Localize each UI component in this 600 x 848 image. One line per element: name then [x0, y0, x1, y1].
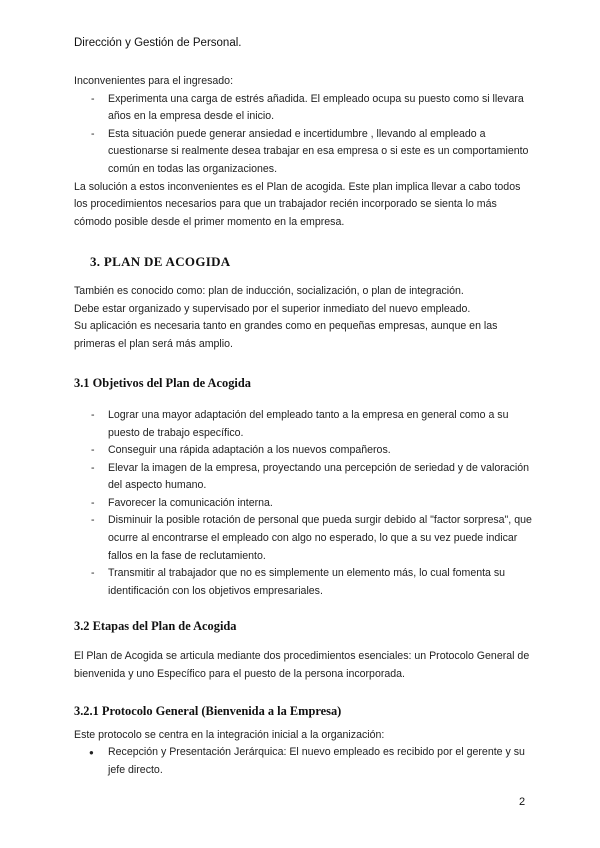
- section-3-1-heading: 3.1 Objetivos del Plan de Acogida: [74, 376, 251, 391]
- intro-bullet-list: [74, 91, 534, 179]
- intro-closing-paragraph: La solución a estos inconvenientes es el Plan de acogida. Este plan implica llevar a cabo todos los procedimientos necesarios para que un trabajador recién incorporado se sienta lo más cómodo posible desde el primer momento en la empresa.: [74, 180, 521, 228]
- list-item: ● Recepción y Presentación Jerárquica: El nuevo empleado es recibido por el gerente y su jefe directo.: [74, 744, 534, 779]
- list-item: - Transmitir al trabajador que no es simplemente un elemento más, lo cual fomenta su identificación con los objetivos empresariales.: [74, 565, 534, 600]
- protocol-list: [74, 744, 534, 779]
- page-number: 2: [519, 796, 526, 808]
- list-item: - Disminuir la posible rotación de personal que pueda surgir debido al "factor sorpresa", que ocurre al encontrarse el empleado con algo no esperado, lo que a su vez puede indicar fallos en la fase de reclutamiento.: [74, 512, 534, 565]
- section-3-line: También es conocido como: plan de inducción, socialización, o plan de integración.: [74, 284, 464, 297]
- section-3-2-paragraph: El Plan de Acogida se articula mediante dos procedimientos esenciales: un Protocolo General de bienvenida y uno Específico para el puesto de la persona incorporada.: [74, 650, 530, 680]
- objectives-list: [74, 407, 534, 601]
- section-3-line: Su aplicación es necesaria tanto en grandes como en pequeñas empresas, aunque en las primeras el plan será más amplio.: [74, 320, 498, 350]
- list-item: - Favorecer la comunicación interna.: [74, 495, 534, 513]
- list-item: - Conseguir una rápida adaptación a los nuevos compañeros.: [74, 442, 534, 460]
- list-item: - Elevar la imagen de la empresa, proyectando una percepción de seriedad y de valoración del aspecto humano.: [74, 460, 534, 495]
- list-item: - Experimenta una carga de estrés añadida. El empleado ocupa su puesto como si llevara años en la empresa desde el inicio.: [74, 91, 534, 126]
- section-3-heading: 3. PLAN DE ACOGIDA: [90, 254, 231, 270]
- section-3-line: Debe estar organizado y supervisado por el superior inmediato del nuevo empleado.: [74, 302, 471, 315]
- list-item: - Esta situación puede generar ansiedad e incertidumbre , llevando al empleado a cuestionarse si realmente desea trabajar en esa empresa o si este es un comportamiento común en todas las organizaciones.: [74, 126, 534, 179]
- section-3-2-1-paragraph: Este protocolo se centra en la integración inicial a la organización:: [74, 728, 385, 741]
- running-header: Dirección y Gestión de Personal.: [74, 37, 242, 49]
- section-3-2-heading: 3.2 Etapas del Plan de Acogida: [74, 619, 237, 634]
- page-body: [74, 73, 534, 780]
- list-item: - Lograr una mayor adaptación del empleado tanto a la empresa en general como a su puesto de trabajo específico.: [74, 407, 534, 442]
- intro-lead: Inconvenientes para el ingresado:: [74, 75, 234, 87]
- section-3-2-1-heading: 3.2.1 Protocolo General (Bienvenida a la Empresa): [74, 704, 342, 719]
